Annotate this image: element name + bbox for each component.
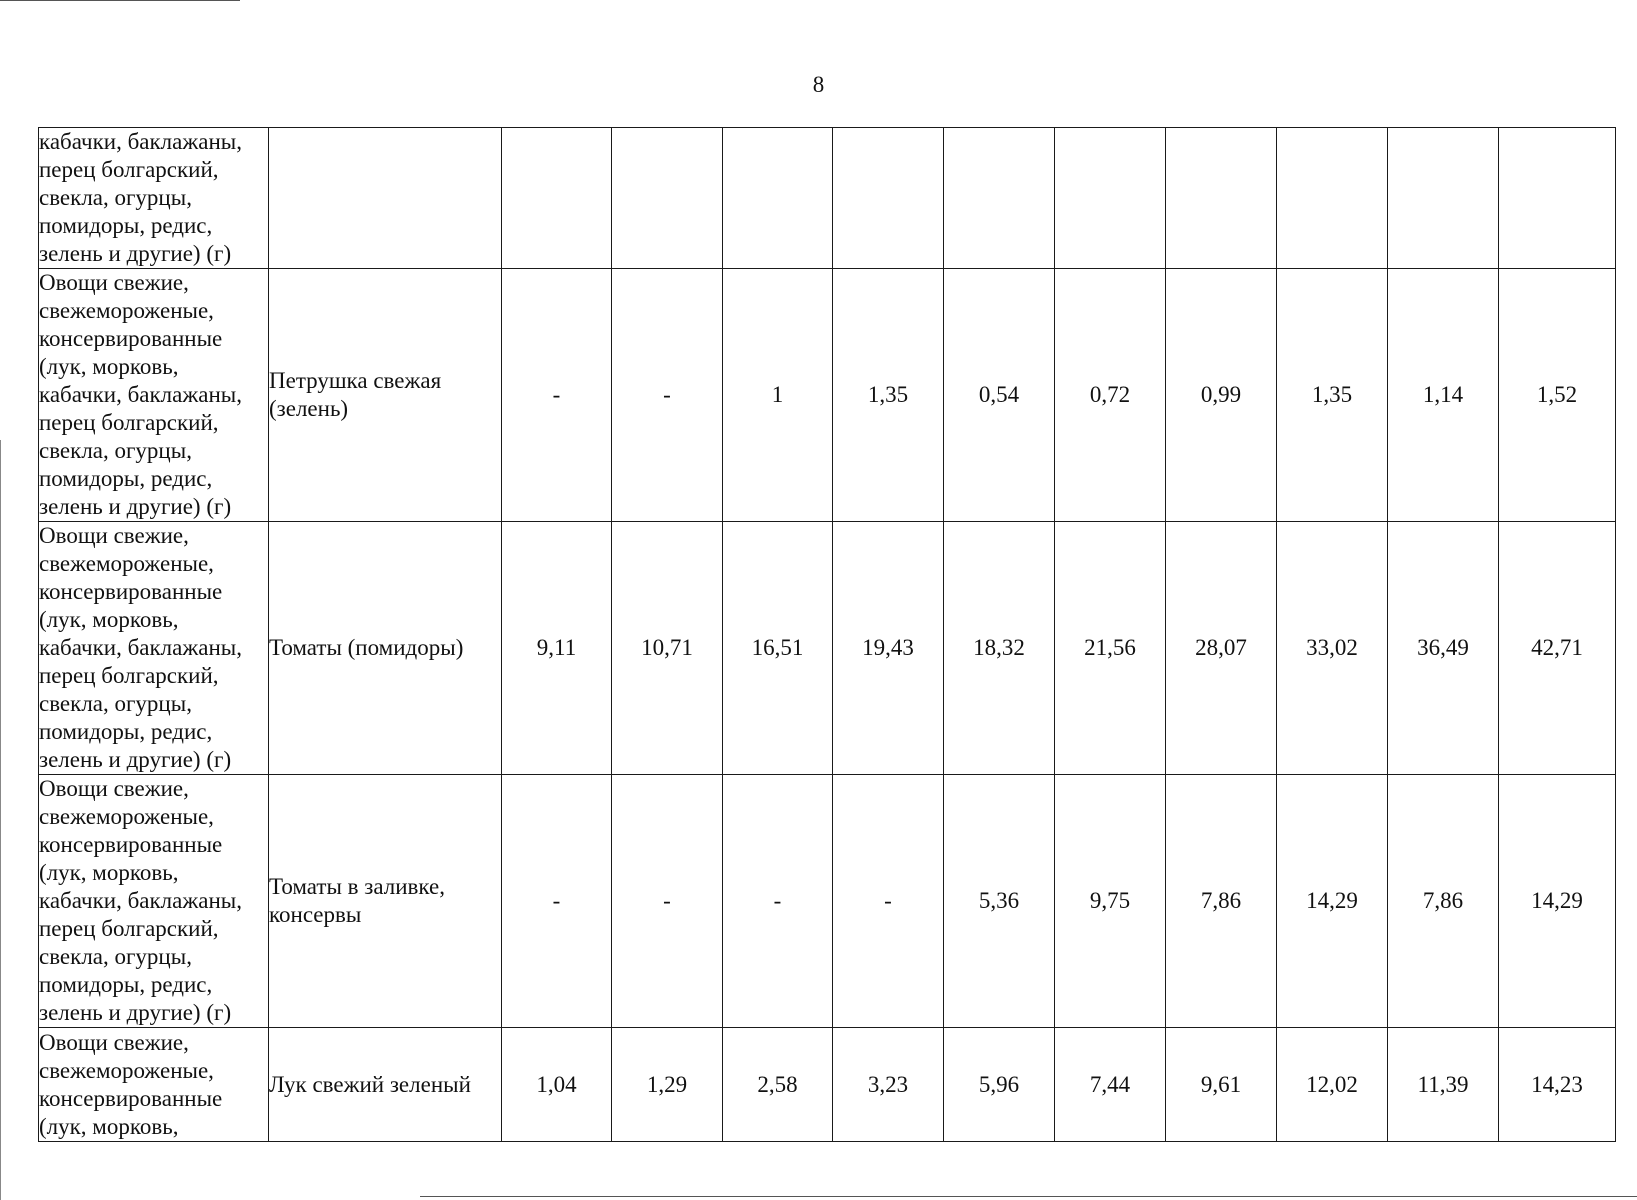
table-row [39, 128, 1616, 269]
value-cell: - [723, 775, 833, 1028]
value-cell: 10,71 [612, 522, 723, 775]
value-cell: 14,29 [1499, 775, 1616, 1028]
value-cell [1499, 128, 1616, 269]
value-cell [1388, 128, 1499, 269]
value-cell: 5,36 [944, 775, 1055, 1028]
value-cell: 5,96 [944, 1028, 1055, 1142]
value-cell: 19,43 [833, 522, 944, 775]
product-name-cell: Петрушка свежая (зелень) [269, 269, 502, 522]
value-cell [612, 128, 723, 269]
value-cell: 1,29 [612, 1028, 723, 1142]
value-cell: 14,29 [1277, 775, 1388, 1028]
table-row [39, 775, 1616, 1028]
value-cell: 18,32 [944, 522, 1055, 775]
category-cell: Овощи свежие, свежемороженые, консервированные (лук, морковь, кабачки, баклажаны, перец болгарский, свекла, огурцы, помидоры, редис, зелень и другие) (г) [39, 775, 269, 1028]
value-cell: 36,49 [1388, 522, 1499, 775]
category-cell: Овощи свежие, свежемороженые, консервированные (лук, морковь, [39, 1028, 269, 1142]
table-row [39, 1028, 1616, 1142]
product-name-cell: Томаты (помидоры) [269, 522, 502, 775]
value-cell [723, 128, 833, 269]
scan-edge-left [0, 440, 1, 1200]
scan-edge-top [0, 0, 240, 1]
value-cell: 0,72 [1055, 269, 1166, 522]
value-cell: 42,71 [1499, 522, 1616, 775]
value-cell [833, 128, 944, 269]
value-cell: 0,54 [944, 269, 1055, 522]
value-cell: 33,02 [1277, 522, 1388, 775]
value-cell: 9,75 [1055, 775, 1166, 1028]
value-cell: 9,61 [1166, 1028, 1277, 1142]
value-cell: - [502, 269, 612, 522]
value-cell: 16,51 [723, 522, 833, 775]
value-cell [1166, 128, 1277, 269]
category-cell: Овощи свежие, свежемороженые, консервированные (лук, морковь, кабачки, баклажаны, перец болгарский, свекла, огурцы, помидоры, редис, зелень и другие) (г) [39, 269, 269, 522]
value-cell: 1,04 [502, 1028, 612, 1142]
scan-edge-bottom [420, 1196, 1637, 1197]
value-cell [1055, 128, 1166, 269]
category-cell: кабачки, баклажаны, перец болгарский, свекла, огурцы, помидоры, редис, зелень и другие) (г) [39, 128, 269, 269]
value-cell: 11,39 [1388, 1028, 1499, 1142]
value-cell: 3,23 [833, 1028, 944, 1142]
product-name-cell [269, 128, 502, 269]
value-cell: 21,56 [1055, 522, 1166, 775]
category-cell: Овощи свежие, свежемороженые, консервированные (лук, морковь, кабачки, баклажаны, перец болгарский, свекла, огурцы, помидоры, редис, зелень и другие) (г) [39, 522, 269, 775]
value-cell: 7,86 [1388, 775, 1499, 1028]
product-name-cell: Томаты в заливке, консервы [269, 775, 502, 1028]
value-cell: 1,14 [1388, 269, 1499, 522]
value-cell: 12,02 [1277, 1028, 1388, 1142]
value-cell: 2,58 [723, 1028, 833, 1142]
product-name-cell: Лук свежий зеленый [269, 1028, 502, 1142]
table-row [39, 522, 1616, 775]
document-table [38, 127, 1615, 1142]
value-cell [1277, 128, 1388, 269]
value-cell: 1,35 [833, 269, 944, 522]
value-cell: 7,86 [1166, 775, 1277, 1028]
value-cell: - [612, 775, 723, 1028]
value-cell: 28,07 [1166, 522, 1277, 775]
table-row [39, 269, 1616, 522]
value-cell [502, 128, 612, 269]
value-cell: 1,35 [1277, 269, 1388, 522]
value-cell: - [612, 269, 723, 522]
value-cell: - [502, 775, 612, 1028]
value-cell: 0,99 [1166, 269, 1277, 522]
value-cell: 14,23 [1499, 1028, 1616, 1142]
value-cell: - [833, 775, 944, 1028]
page-number: 8 [812, 72, 825, 97]
value-cell: 9,11 [502, 522, 612, 775]
value-cell [944, 128, 1055, 269]
value-cell: 7,44 [1055, 1028, 1166, 1142]
value-cell: 1 [723, 269, 833, 522]
value-cell: 1,52 [1499, 269, 1616, 522]
